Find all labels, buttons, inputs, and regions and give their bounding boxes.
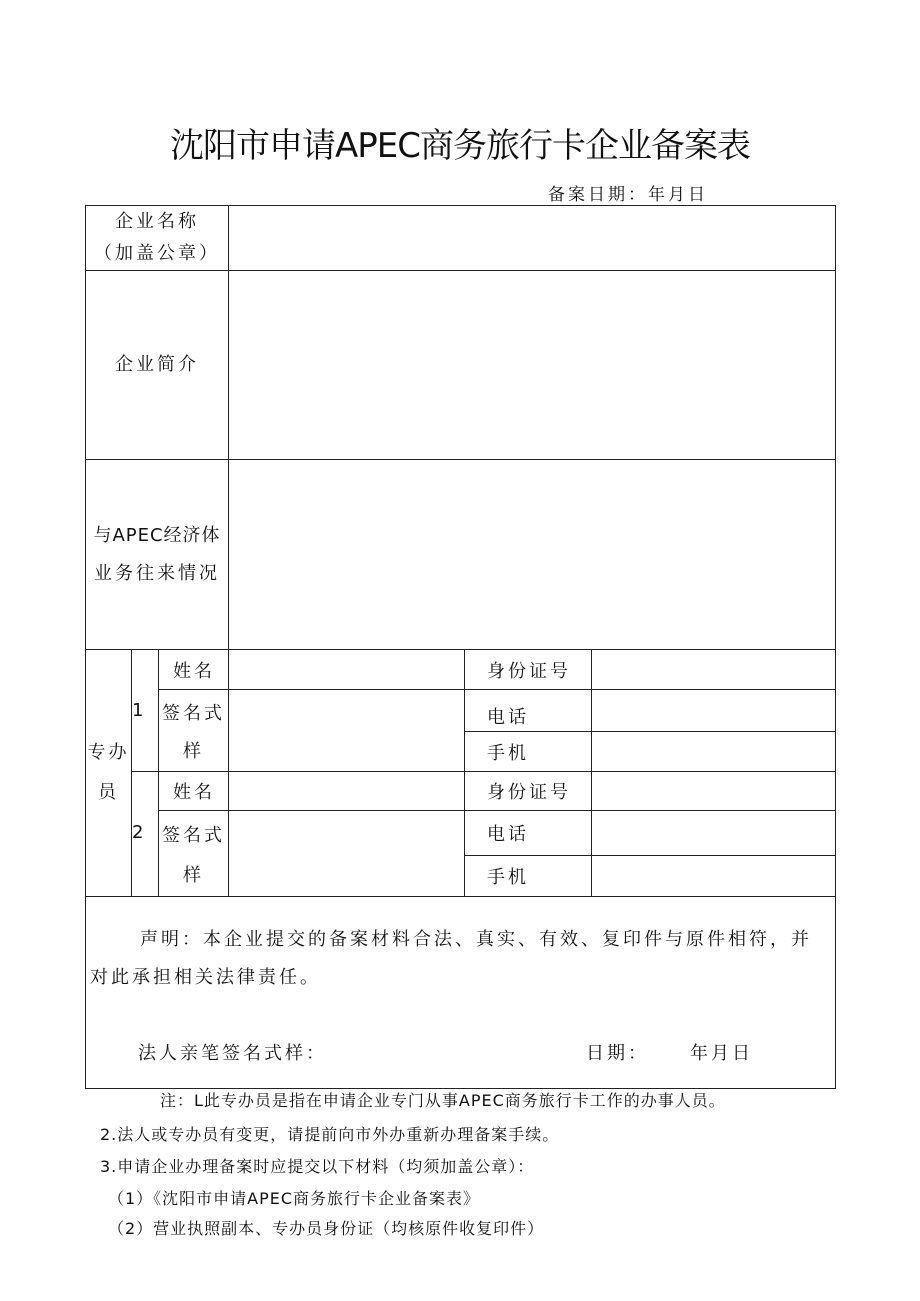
staff2-sign-line2: 样	[183, 864, 204, 886]
staff1-mobile-field[interactable]	[592, 732, 836, 772]
staff1-mobile-label: 手机	[465, 732, 592, 772]
staff1-name-field[interactable]	[229, 650, 465, 690]
staff-number-1: 1	[132, 650, 159, 772]
apec-business-line1: 与APEC经济体	[93, 524, 221, 546]
staff1-id-field[interactable]	[592, 650, 836, 690]
declaration-line2: 对此承担相关法律责任。	[90, 967, 321, 988]
staff2-phone-label: 电话	[465, 811, 592, 856]
staff1-signature-field[interactable]	[229, 690, 465, 772]
staff2-name-field[interactable]	[229, 772, 465, 811]
staff2-sign-label	[159, 811, 229, 897]
apec-business-field[interactable]	[229, 460, 836, 650]
staff-group-line1: 专办	[87, 742, 130, 763]
note-5: （2）营业执照副本、专办员身份证（均核原件收复印件）	[108, 1219, 545, 1238]
company-intro-field[interactable]	[229, 271, 836, 460]
staff1-sign-line1: 签名式	[162, 702, 225, 724]
legal-signature-label: 法人亲笔签名式样：	[138, 1043, 327, 1064]
staff2-id-label: 身份证号	[465, 772, 592, 811]
company-seal-note: （加盖公章）	[94, 243, 220, 264]
note-1: 注：L此专办员是指在申请企业专门从事APEC商务旅行卡工作的办事人员。	[160, 1091, 726, 1110]
note-2: 2.法人或专办员有变更，请提前向市外办重新办理备案手续。	[100, 1125, 560, 1144]
filing-date: 备案日期：年月日	[548, 185, 708, 205]
staff2-mobile-field[interactable]	[592, 856, 836, 897]
staff-group-label	[86, 650, 132, 897]
staff2-id-field[interactable]	[592, 772, 836, 811]
company-name-label	[86, 206, 229, 271]
note-3: 3.申请企业办理备案时应提交以下材料（均须加盖公章）：	[100, 1157, 535, 1176]
declaration-line1: 声明：本企业提交的备案材料合法、真实、有效、复印件与原件相符，并	[140, 929, 812, 950]
staff1-sign-label	[159, 690, 229, 772]
declaration-section	[86, 897, 836, 1089]
staff2-signature-field[interactable]	[229, 811, 465, 897]
staff-number-2: 2	[132, 772, 159, 897]
staff2-mobile-label: 手机	[465, 856, 592, 897]
staff1-phone-field[interactable]	[592, 690, 836, 732]
filing-form-table	[85, 205, 836, 1089]
apec-business-label	[86, 460, 229, 650]
note-4: （1）《沈阳市申请APEC商务旅行卡企业备案表》	[108, 1189, 481, 1208]
staff2-sign-line1: 签名式	[162, 824, 225, 846]
staff1-phone-label: 电话	[465, 690, 592, 732]
staff1-id-label: 身份证号	[465, 650, 592, 690]
staff1-name-label: 姓名	[159, 650, 229, 690]
company-name-text: 企业名称	[115, 211, 199, 232]
form-title: 沈阳市申请APEC商务旅行卡企业备案表	[170, 126, 750, 166]
declaration-date-label: 日期：	[586, 1043, 649, 1064]
company-intro-label: 企业简介	[86, 271, 229, 460]
apec-business-line2: 业务往来情况	[94, 562, 220, 584]
staff1-sign-line2: 样	[183, 740, 204, 762]
company-name-field[interactable]	[229, 206, 836, 271]
staff2-name-label: 姓名	[159, 772, 229, 811]
staff-group-line2: 员	[98, 782, 119, 803]
declaration-date-ymd: 年月日	[690, 1043, 753, 1064]
staff2-phone-field[interactable]	[592, 811, 836, 856]
